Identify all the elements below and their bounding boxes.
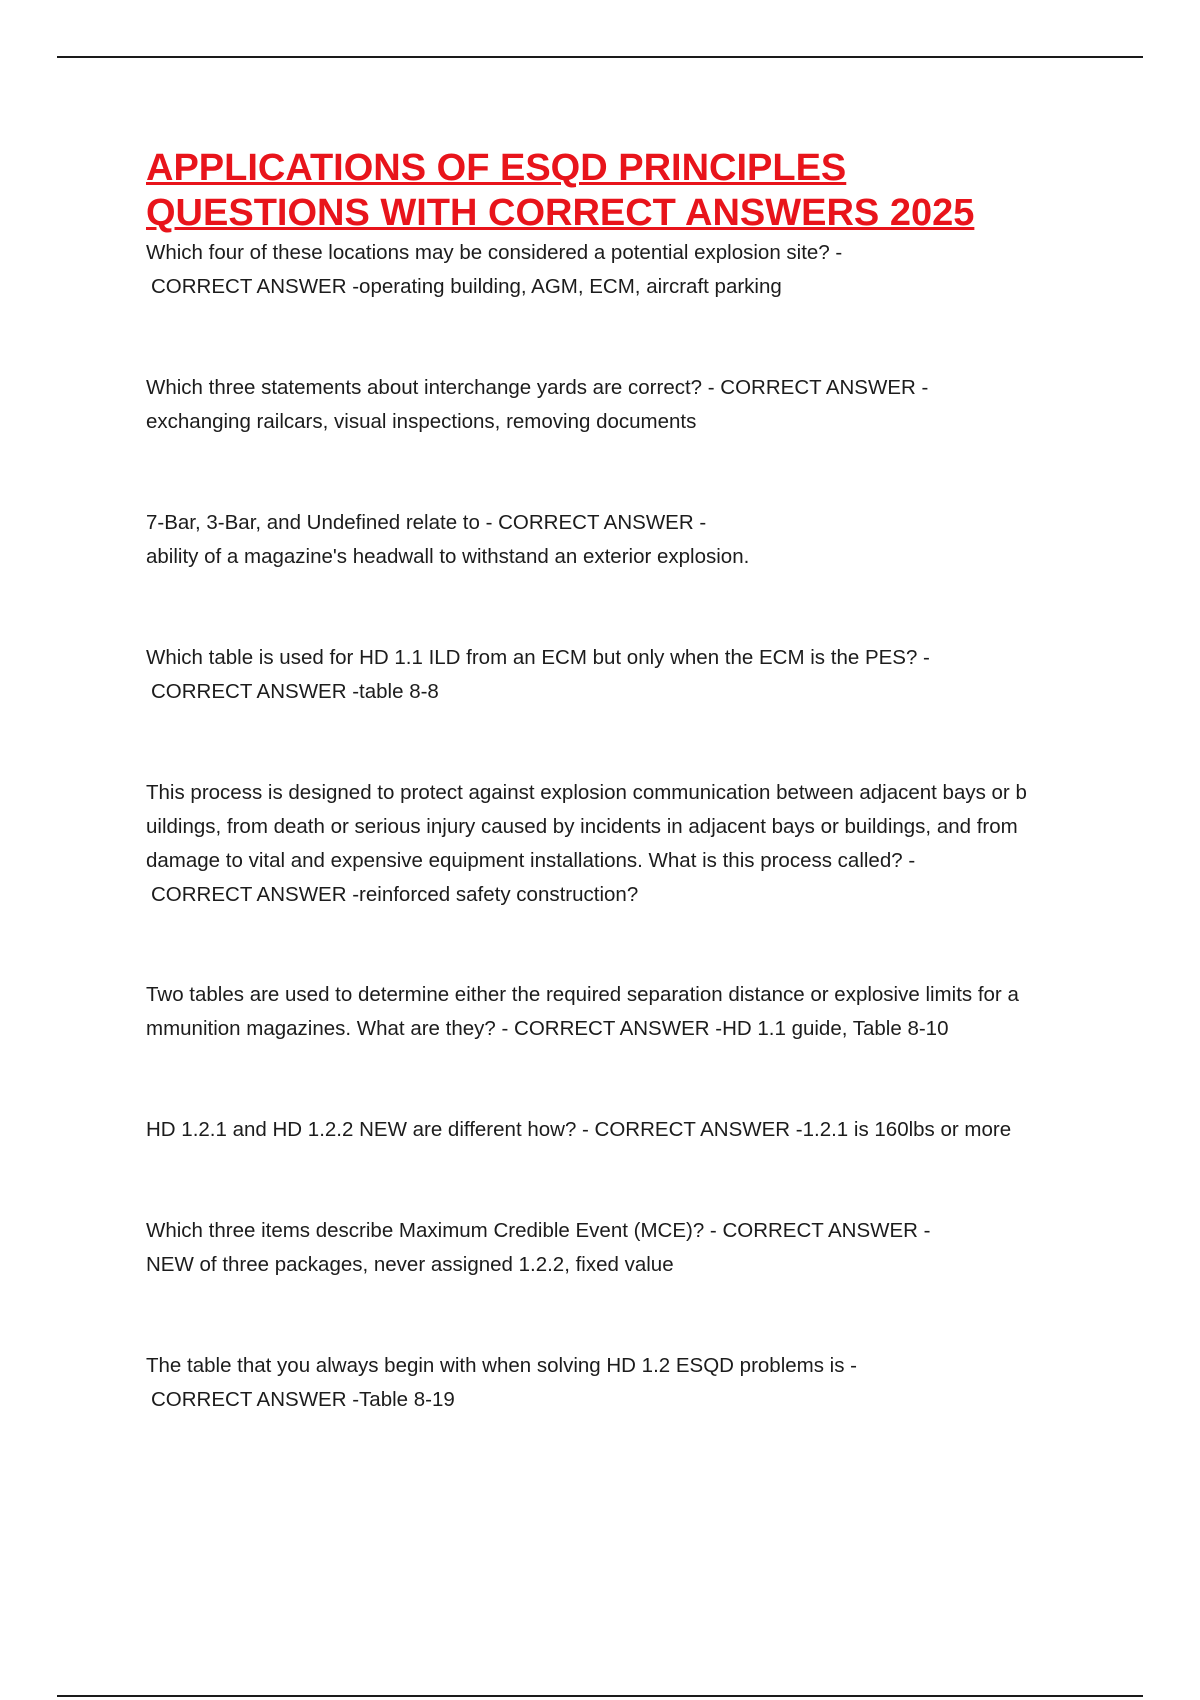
qa-answer-line: CORRECT ANSWER -reinforced safety construction? (151, 883, 639, 906)
qa-item-5 (146, 776, 1096, 912)
qa-answer-line: CORRECT ANSWER -Table 8-19 (151, 1388, 455, 1411)
qa-line: Which three statements about interchange yards are correct? - CORRECT ANSWER - (146, 376, 929, 399)
qa-answer-line: CORRECT ANSWER -operating building, AGM, ECM, aircraft parking (151, 275, 782, 298)
document-title (146, 146, 1146, 236)
qa-item-1 (146, 236, 1096, 304)
qa-item-3 (146, 506, 1096, 574)
qa-answer-line: mmunition magazines. What are they? - CORRECT ANSWER -HD 1.1 guide, Table 8-10 (146, 1017, 949, 1040)
footer-rule (57, 1695, 1143, 1697)
title-line-1: APPLICATIONS OF ESQD PRINCIPLES (146, 147, 847, 189)
qa-answer-line: exchanging railcars, visual inspections, removing documents (146, 410, 697, 433)
title-line-2: QUESTIONS WITH CORRECT ANSWERS 2025 (146, 192, 975, 234)
qa-line: damage to vital and expensive equipment installations. What is this process called? - (146, 849, 916, 872)
qa-answer-line: HD 1.2.1 and HD 1.2.2 NEW are different how? - CORRECT ANSWER -1.2.1 is 160lbs or more (146, 1118, 1012, 1141)
qa-item-8 (146, 1214, 1096, 1282)
qa-line: This process is designed to protect against explosion communication between adjacent bays or b (146, 781, 1027, 804)
qa-line: uildings, from death or serious injury caused by incidents in adjacent bays or buildings, and from (146, 815, 1018, 838)
qa-item-6 (146, 978, 1096, 1046)
qa-item-4 (146, 641, 1096, 709)
qa-line: Which table is used for HD 1.1 ILD from an ECM but only when the ECM is the PES? - (146, 646, 930, 669)
qa-line: 7-Bar, 3-Bar, and Undefined relate to - CORRECT ANSWER - (146, 511, 707, 534)
qa-line: Two tables are used to determine either the required separation distance or explosive limits for a (146, 983, 1019, 1006)
qa-line: Which three items describe Maximum Credible Event (MCE)? - CORRECT ANSWER - (146, 1219, 931, 1242)
qa-item-9 (146, 1349, 1096, 1417)
qa-item-2 (146, 371, 1096, 439)
header-rule (57, 56, 1143, 58)
qa-answer-line: NEW of three packages, never assigned 1.2.2, fixed value (146, 1253, 674, 1276)
qa-line: The table that you always begin with when solving HD 1.2 ESQD problems is - (146, 1354, 858, 1377)
qa-answer-line: CORRECT ANSWER -table 8-8 (151, 680, 439, 703)
qa-answer-line: ability of a magazine's headwall to withstand an exterior explosion. (146, 545, 750, 568)
qa-line: Which four of these locations may be considered a potential explosion site? - (146, 241, 843, 264)
qa-item-7 (146, 1113, 1096, 1147)
